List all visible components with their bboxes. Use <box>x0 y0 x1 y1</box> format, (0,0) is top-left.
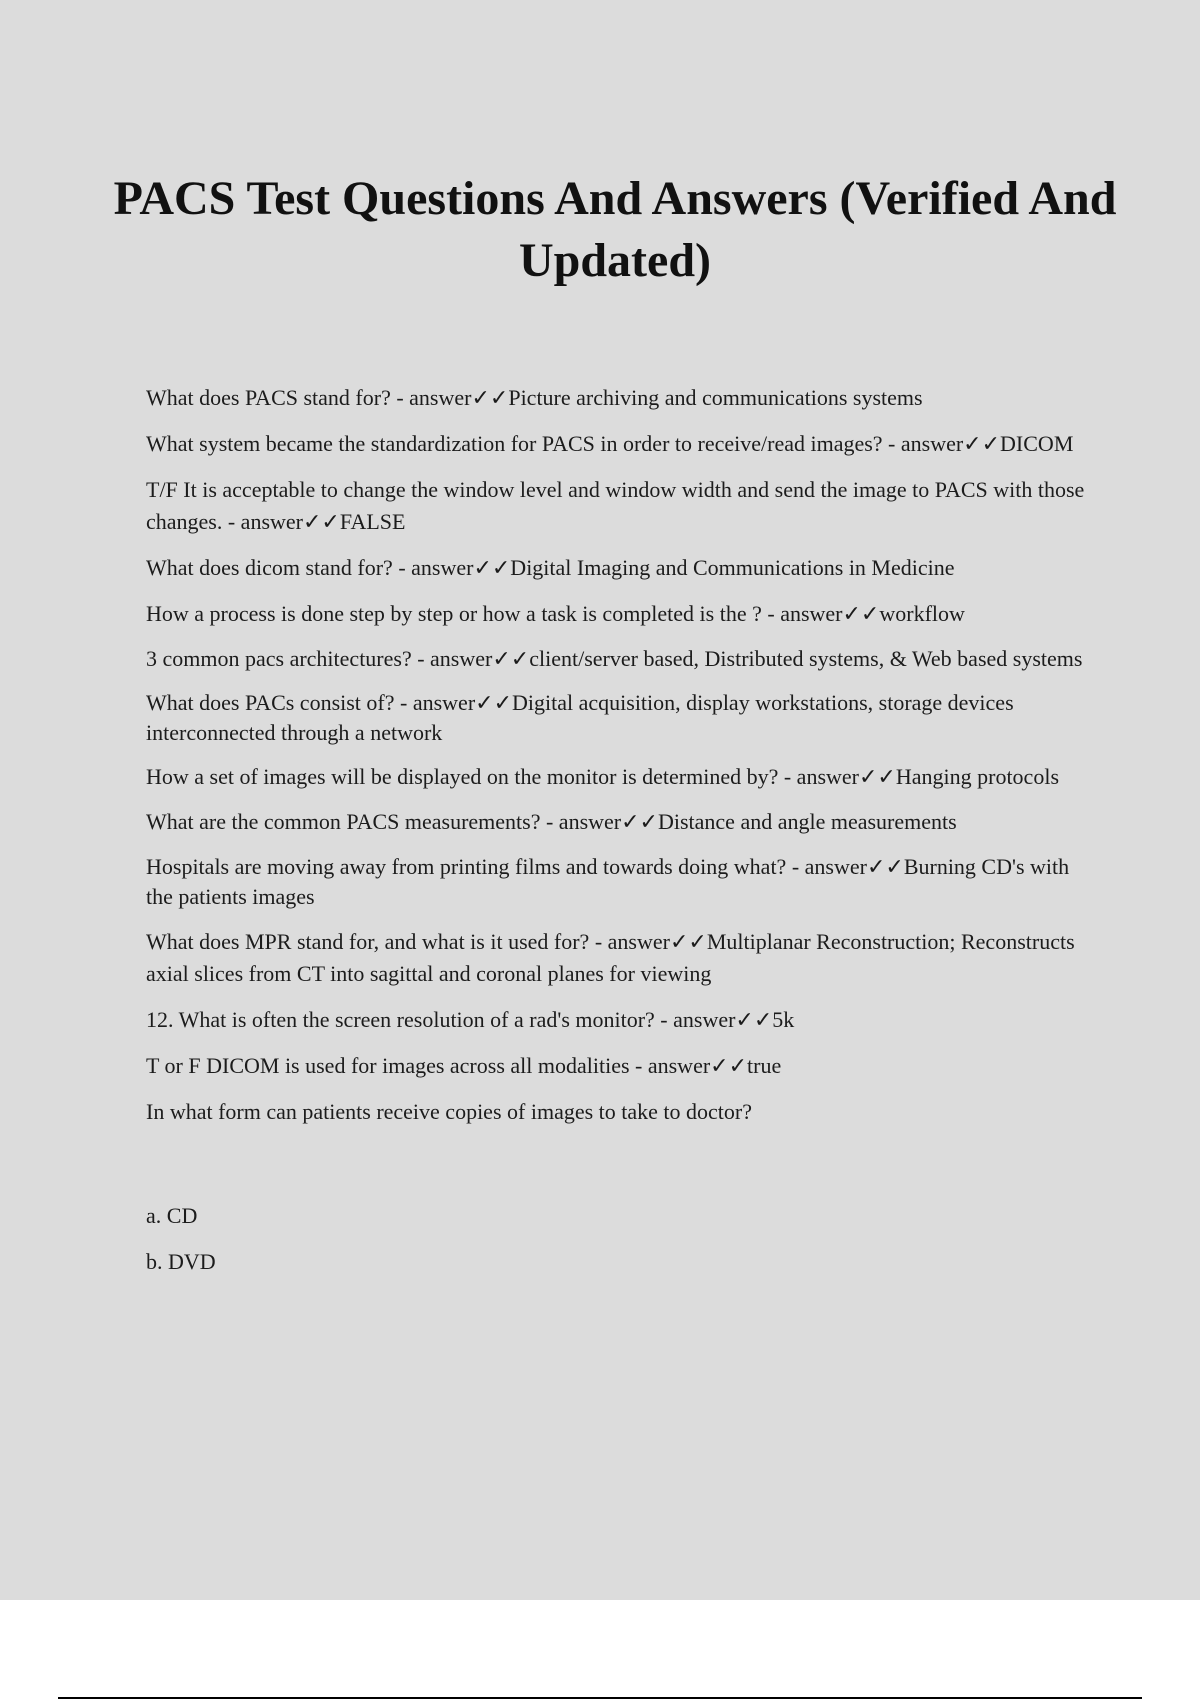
qa-item: Hospitals are moving away from printing films and towards doing what? - answer✓✓Burning CD's with the patients images <box>146 854 1070 909</box>
qa-item: What does PACs consist of? - answer✓✓Digital acquisition, display workstations, storage devices interconnected through a network <box>146 690 1014 745</box>
answer-option: b. DVD <box>146 1249 216 1274</box>
answer-option: a. CD <box>146 1203 198 1228</box>
qa-list <box>146 382 1086 1292</box>
qa-item: How a set of images will be displayed on the monitor is determined by? - answer✓✓Hanging protocols <box>146 764 1059 789</box>
qa-item: What are the common PACS measurements? - answer✓✓Distance and angle measurements <box>146 809 957 834</box>
spacer <box>146 1142 1086 1200</box>
qa-item: What does PACS stand for? - answer✓✓Picture archiving and communications systems <box>146 385 923 410</box>
document-title: PACS Test Questions And Answers (Verified And Updated) <box>113 172 1117 287</box>
qa-item: T/F It is acceptable to change the window level and window width and send the image to PACS with those changes. - answer✓✓FALSE <box>146 477 1085 534</box>
qa-item: What does MPR stand for, and what is it used for? - answer✓✓Multiplanar Reconstruction; Reconstructs axial slices from CT into sagittal and coronal planes for viewing <box>146 929 1075 986</box>
qa-item: 12. What is often the screen resolution of a rad's monitor? - answer✓✓5k <box>146 1007 795 1032</box>
footer-divider <box>58 1697 1142 1699</box>
qa-item: T or F DICOM is used for images across all modalities - answer✓✓true <box>146 1053 782 1078</box>
qa-item: In what form can patients receive copies of images to take to doctor? <box>146 1099 752 1124</box>
qa-item: 3 common pacs architectures? - answer✓✓client/server based, Distributed systems, & Web based systems <box>146 646 1083 671</box>
qa-item: What does dicom stand for? - answer✓✓Digital Imaging and Communications in Medicine <box>146 555 955 580</box>
qa-item: What system became the standardization for PACS in order to receive/read images? - answer✓✓DICOM <box>146 431 1074 456</box>
qa-item: How a process is done step by step or how a task is completed is the ? - answer✓✓workflow <box>146 601 965 626</box>
